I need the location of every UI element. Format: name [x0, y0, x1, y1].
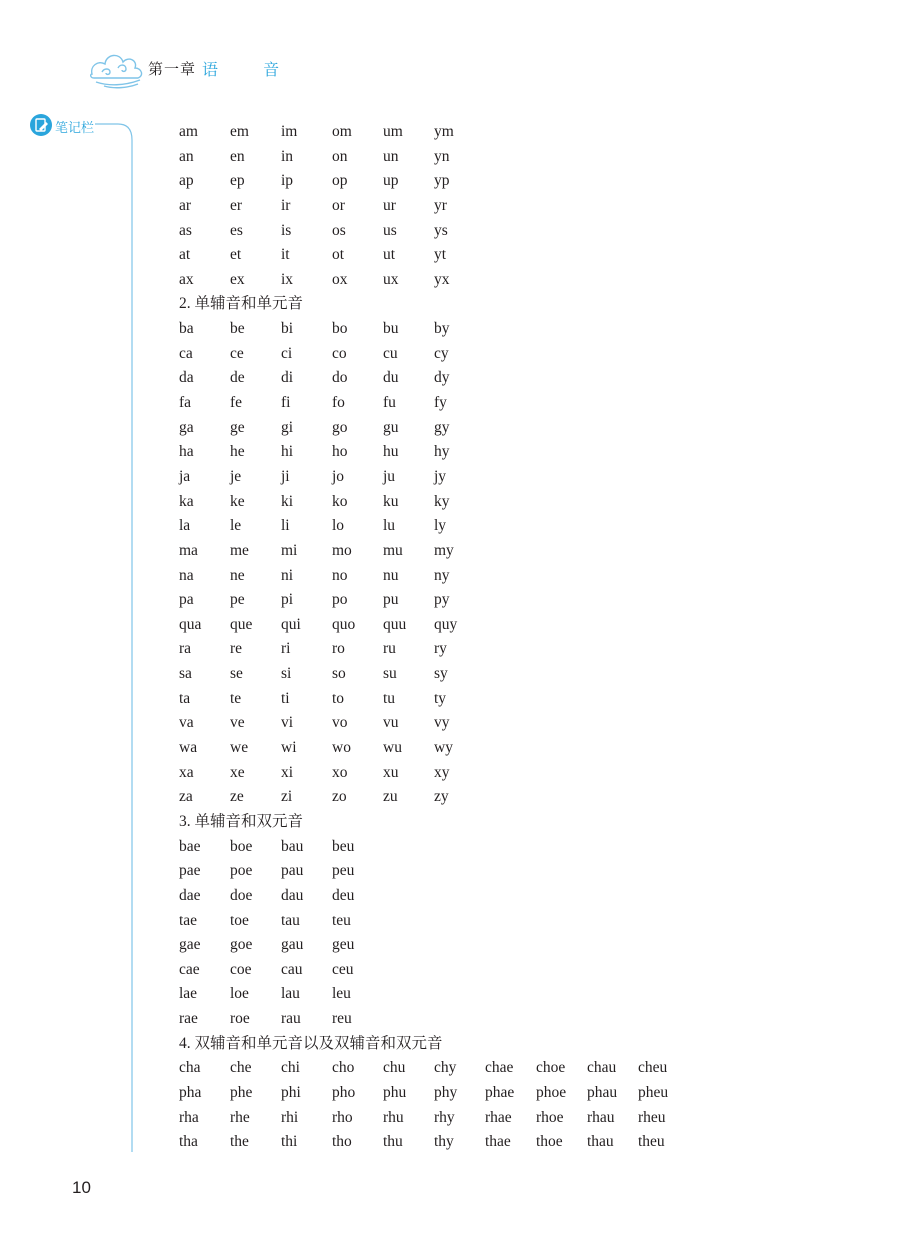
- syllable: phe: [230, 1083, 253, 1101]
- section-heading: 4. 双辅音和单元音以及双辅音和双元音: [179, 1034, 443, 1052]
- syllable-row: [179, 982, 443, 1007]
- syllable: za: [179, 788, 193, 806]
- syllable: doe: [230, 886, 253, 904]
- syllable: tha: [179, 1133, 198, 1151]
- syllable: vo: [332, 714, 348, 732]
- syllable-row: [179, 1056, 668, 1081]
- syllable: it: [281, 246, 290, 264]
- syllable: at: [179, 246, 191, 264]
- syllable: yn: [434, 147, 450, 165]
- syllable: ys: [434, 221, 448, 239]
- syllable: rau: [281, 1010, 301, 1028]
- syllable: zy: [434, 788, 449, 806]
- syllable-row: [179, 465, 447, 490]
- syllable: ka: [179, 492, 194, 510]
- syllable: py: [434, 591, 450, 609]
- syllable: the: [230, 1133, 249, 1151]
- syllable: thoe: [536, 1133, 563, 1151]
- syllable: ve: [230, 714, 245, 732]
- syllable: ur: [383, 196, 396, 214]
- chapter-label: 第一章: [148, 60, 197, 78]
- syllable: dae: [179, 886, 201, 904]
- syllable: dau: [281, 886, 304, 904]
- syllable: phu: [383, 1083, 407, 1101]
- syllable: pho: [332, 1083, 356, 1101]
- syllable-row: [179, 514, 447, 539]
- syllable: ma: [179, 541, 198, 559]
- syllable: ju: [383, 467, 396, 485]
- syllable: quo: [332, 615, 356, 633]
- syllable-row: [179, 736, 453, 761]
- syllable: thi: [281, 1133, 298, 1151]
- syllable: co: [332, 344, 347, 362]
- syllable: yx: [434, 270, 450, 288]
- syllable: to: [332, 689, 345, 707]
- syllable: li: [281, 517, 290, 535]
- syllable-row: [179, 243, 447, 268]
- syllable: leu: [332, 985, 351, 1003]
- syllable: ux: [383, 270, 399, 288]
- syllable: je: [230, 467, 242, 485]
- syllable: ar: [179, 196, 192, 214]
- syllable: phoe: [536, 1083, 567, 1101]
- syllable: by: [434, 320, 450, 338]
- syllable: fi: [281, 394, 291, 412]
- syllable: ot: [332, 246, 345, 264]
- syllable: de: [230, 369, 245, 387]
- syllable: no: [332, 566, 348, 584]
- syllable: hu: [383, 443, 399, 461]
- syllable: rhe: [230, 1108, 250, 1126]
- syllable: toe: [230, 911, 249, 929]
- syllable: mu: [383, 541, 403, 559]
- syllable-row: [179, 169, 450, 194]
- syllable: fo: [332, 394, 345, 412]
- syllable: ky: [434, 492, 450, 510]
- syllable: pae: [179, 862, 201, 880]
- syllable: di: [281, 369, 294, 387]
- syllable: pau: [281, 862, 304, 880]
- syllable: fy: [434, 394, 447, 412]
- syllable: ci: [281, 344, 293, 362]
- syllable: xo: [332, 763, 348, 781]
- syllable: beu: [332, 837, 355, 855]
- syllable-row: [179, 440, 450, 465]
- syllable: tau: [281, 911, 300, 929]
- syllable: ra: [179, 640, 192, 658]
- syllable: cau: [281, 960, 303, 978]
- syllable: lae: [179, 985, 198, 1003]
- syllable: an: [179, 147, 194, 165]
- syllable-row: [179, 366, 450, 391]
- syllable-row: [179, 194, 447, 219]
- syllable: te: [230, 689, 242, 707]
- syllable: ix: [281, 270, 294, 288]
- syllable: lu: [383, 517, 396, 535]
- syllable: do: [332, 369, 348, 387]
- syllable: bau: [281, 837, 304, 855]
- syllable: phau: [587, 1083, 618, 1101]
- syllable: hy: [434, 443, 450, 461]
- syllable: chau: [587, 1059, 617, 1077]
- syllable: mi: [281, 541, 298, 559]
- syllable-content: [179, 120, 669, 1155]
- syllable: gi: [281, 418, 294, 436]
- section-title: 语 音: [202, 60, 300, 79]
- syllable: zu: [383, 788, 398, 806]
- syllable: wu: [383, 739, 402, 757]
- syllable: em: [230, 123, 249, 140]
- syllable: cheu: [638, 1059, 668, 1077]
- syllable: tae: [179, 911, 198, 929]
- syllable: rho: [332, 1108, 353, 1126]
- syllable: si: [281, 665, 292, 683]
- syllable: ox: [332, 270, 348, 288]
- syllable: geu: [332, 936, 355, 954]
- syllable: rhu: [383, 1108, 404, 1126]
- syllable: chy: [434, 1059, 457, 1077]
- syllable-row: [179, 761, 450, 786]
- syllable: xy: [434, 763, 450, 781]
- syllable: deu: [332, 886, 355, 904]
- syllable: mo: [332, 541, 352, 559]
- page-number: 10: [72, 1178, 91, 1197]
- syllable: che: [230, 1059, 252, 1077]
- syllable: rhy: [434, 1108, 455, 1126]
- section-heading: 2. 单辅音和单元音: [179, 295, 304, 313]
- syllable: ha: [179, 443, 194, 461]
- syllable: rhoe: [536, 1108, 564, 1126]
- syllable: xi: [281, 763, 294, 781]
- syllable: ke: [230, 492, 245, 510]
- syllable: jy: [434, 467, 447, 485]
- syllable: lo: [332, 517, 345, 535]
- syllable: he: [230, 443, 245, 461]
- syllable: gae: [179, 936, 201, 954]
- syllable: pha: [179, 1083, 202, 1101]
- syllable: os: [332, 221, 346, 239]
- syllable: im: [281, 123, 298, 140]
- syllable: thu: [383, 1133, 403, 1151]
- syllable-row: [179, 268, 450, 293]
- syllable: ku: [383, 492, 399, 510]
- syllable: zo: [332, 788, 347, 806]
- syllable: ex: [230, 270, 245, 288]
- syllable: phae: [485, 1083, 515, 1101]
- syllable: que: [230, 615, 253, 633]
- syllable: du: [383, 369, 399, 387]
- syllable: ym: [434, 123, 454, 140]
- syllable: yp: [434, 172, 450, 190]
- syllable: rhi: [281, 1108, 299, 1126]
- syllable: choe: [536, 1059, 566, 1077]
- syllable: ki: [281, 492, 294, 510]
- syllable-row: [179, 1007, 443, 1032]
- syllable: peu: [332, 862, 355, 880]
- syllable: ji: [281, 467, 290, 485]
- syllable: wa: [179, 739, 198, 757]
- syllable: ut: [383, 246, 396, 264]
- syllable: cy: [434, 344, 449, 362]
- syllable: um: [383, 123, 403, 140]
- syllable: ir: [281, 196, 291, 214]
- pencil-note-icon: [30, 114, 52, 136]
- syllable: la: [179, 517, 191, 535]
- syllable: ti: [281, 689, 290, 707]
- syllable: on: [332, 147, 348, 165]
- syllable: reu: [332, 1010, 352, 1028]
- syllable-row: [179, 490, 450, 515]
- syllable: sy: [434, 665, 448, 683]
- syllable: es: [230, 221, 243, 239]
- syllable: ty: [434, 689, 447, 707]
- syllable: fu: [383, 394, 396, 412]
- syllable: my: [434, 541, 454, 559]
- syllable: om: [332, 123, 352, 140]
- syllable: chae: [485, 1059, 514, 1077]
- syllable-row: [179, 958, 443, 983]
- syllable: thau: [587, 1133, 614, 1151]
- syllable: ri: [281, 640, 291, 658]
- syllable: chu: [383, 1059, 406, 1077]
- syllable: vy: [434, 714, 450, 732]
- syllable: phi: [281, 1083, 301, 1101]
- syllable: op: [332, 172, 348, 190]
- syllable-row: [179, 711, 450, 736]
- syllable: vu: [383, 714, 399, 732]
- syllable: et: [230, 246, 242, 264]
- syllable: po: [332, 591, 348, 609]
- syllable: gu: [383, 418, 399, 436]
- syllable: coe: [230, 960, 252, 978]
- syllable: me: [230, 541, 249, 559]
- syllable: pe: [230, 591, 245, 609]
- syllable: pheu: [638, 1083, 669, 1101]
- syllable: ta: [179, 689, 191, 707]
- syllable: wo: [332, 739, 351, 757]
- syllable-row: [179, 317, 450, 342]
- syllable-row: [179, 219, 448, 244]
- syllable: en: [230, 147, 245, 165]
- syllable: xu: [383, 763, 399, 781]
- syllable: le: [230, 517, 242, 535]
- syllable: er: [230, 196, 243, 214]
- syllable-row: [179, 1130, 665, 1155]
- syllable: ba: [179, 320, 194, 338]
- syllable: be: [230, 320, 245, 338]
- syllable-row: [179, 785, 449, 810]
- syllable: teu: [332, 911, 351, 929]
- syllable: wi: [281, 739, 297, 757]
- syllable: rhae: [485, 1108, 512, 1126]
- syllable-row: [179, 145, 450, 170]
- syllable: va: [179, 714, 194, 732]
- syllable: pu: [383, 591, 399, 609]
- syllable: as: [179, 221, 192, 239]
- syllable: bae: [179, 837, 201, 855]
- syllable: fa: [179, 394, 192, 412]
- syllable: cu: [383, 344, 398, 362]
- syllable-row: [179, 662, 448, 687]
- syllable: wy: [434, 739, 453, 757]
- syllable: go: [332, 418, 348, 436]
- syllable: ly: [434, 517, 447, 535]
- syllable-row: [179, 613, 458, 638]
- syllable: tho: [332, 1133, 352, 1151]
- syllable-row: [179, 416, 450, 441]
- syllable: bu: [383, 320, 399, 338]
- syllable: quy: [434, 615, 458, 633]
- syllable-row: [179, 909, 443, 934]
- syllable: chi: [281, 1059, 300, 1077]
- syllable: hi: [281, 443, 294, 461]
- syllable: ny: [434, 566, 450, 584]
- syllable: so: [332, 665, 346, 683]
- syllable: zi: [281, 788, 293, 806]
- syllable: dy: [434, 369, 450, 387]
- notes-margin-line: [0, 0, 140, 1160]
- syllable: da: [179, 369, 194, 387]
- syllable: thae: [485, 1133, 511, 1151]
- syllable: se: [230, 665, 243, 683]
- syllable: loe: [230, 985, 249, 1003]
- syllable: theu: [638, 1133, 665, 1151]
- syllable: na: [179, 566, 194, 584]
- syllable: fe: [230, 394, 243, 412]
- syllable: ru: [383, 640, 396, 658]
- syllable: ga: [179, 418, 194, 436]
- syllable: yr: [434, 196, 447, 214]
- syllable-row: [179, 859, 443, 884]
- syllable: ho: [332, 443, 348, 461]
- syllable: vi: [281, 714, 294, 732]
- syllable-row: [179, 564, 450, 589]
- syllable: jo: [332, 467, 345, 485]
- syllable: bi: [281, 320, 294, 338]
- syllable: thy: [434, 1133, 454, 1151]
- syllable: cae: [179, 960, 200, 978]
- syllable: in: [281, 147, 294, 165]
- syllable-row: [179, 637, 447, 662]
- syllable: rae: [179, 1010, 198, 1028]
- syllable-row: [179, 342, 449, 367]
- section-heading: 3. 单辅音和双元音: [179, 812, 304, 830]
- syllable-row: [179, 884, 443, 909]
- syllable: ceu: [332, 960, 354, 978]
- syllable: ja: [179, 467, 191, 485]
- syllable: ry: [434, 640, 447, 658]
- syllable: phy: [434, 1083, 458, 1101]
- syllable: nu: [383, 566, 399, 584]
- syllable: we: [230, 739, 249, 757]
- syllable-row: [179, 1081, 669, 1106]
- syllable: ko: [332, 492, 348, 510]
- syllable: pa: [179, 591, 194, 609]
- syllable-row: [179, 933, 443, 958]
- syllable: goe: [230, 936, 253, 954]
- syllable: ce: [230, 344, 244, 362]
- syllable: poe: [230, 862, 253, 880]
- syllable: gy: [434, 418, 450, 436]
- syllable: ax: [179, 270, 194, 288]
- syllable: roe: [230, 1010, 250, 1028]
- syllable: ze: [230, 788, 244, 806]
- syllable: cha: [179, 1059, 201, 1077]
- syllable: ge: [230, 418, 245, 436]
- syllable: gau: [281, 936, 304, 954]
- syllable: un: [383, 147, 399, 165]
- syllable: us: [383, 221, 397, 239]
- syllable: cho: [332, 1059, 355, 1077]
- syllable: qua: [179, 615, 202, 633]
- syllable-row: [179, 835, 443, 860]
- syllable: pi: [281, 591, 294, 609]
- syllable: qui: [281, 615, 301, 633]
- syllable: up: [383, 172, 399, 190]
- syllable: bo: [332, 320, 348, 338]
- syllable: rhau: [587, 1108, 615, 1126]
- syllable: is: [281, 221, 292, 239]
- syllable: ro: [332, 640, 345, 658]
- notes-label: 笔记栏: [55, 121, 95, 136]
- syllable: ni: [281, 566, 294, 584]
- syllable-row: [179, 588, 450, 613]
- syllable-row: [179, 687, 447, 712]
- syllable: tu: [383, 689, 396, 707]
- syllable: xe: [230, 763, 245, 781]
- syllable: re: [230, 640, 243, 658]
- syllable: ep: [230, 172, 245, 190]
- syllable-row: [179, 391, 447, 416]
- syllable-row: [179, 539, 454, 564]
- syllable: boe: [230, 837, 253, 855]
- syllable: sa: [179, 665, 192, 683]
- syllable: su: [383, 665, 397, 683]
- syllable-row: [179, 1106, 666, 1131]
- syllable: ca: [179, 344, 193, 362]
- syllable-row: [179, 120, 454, 145]
- syllable: am: [179, 123, 198, 140]
- syllable: lau: [281, 985, 300, 1003]
- syllable: ne: [230, 566, 245, 584]
- syllable: xa: [179, 763, 194, 781]
- syllable: or: [332, 196, 345, 214]
- syllable: ap: [179, 172, 194, 190]
- syllable: rha: [179, 1108, 199, 1126]
- syllable: yt: [434, 246, 447, 264]
- syllable: rheu: [638, 1108, 666, 1126]
- syllable: ip: [281, 172, 294, 190]
- syllable: quu: [383, 615, 407, 633]
